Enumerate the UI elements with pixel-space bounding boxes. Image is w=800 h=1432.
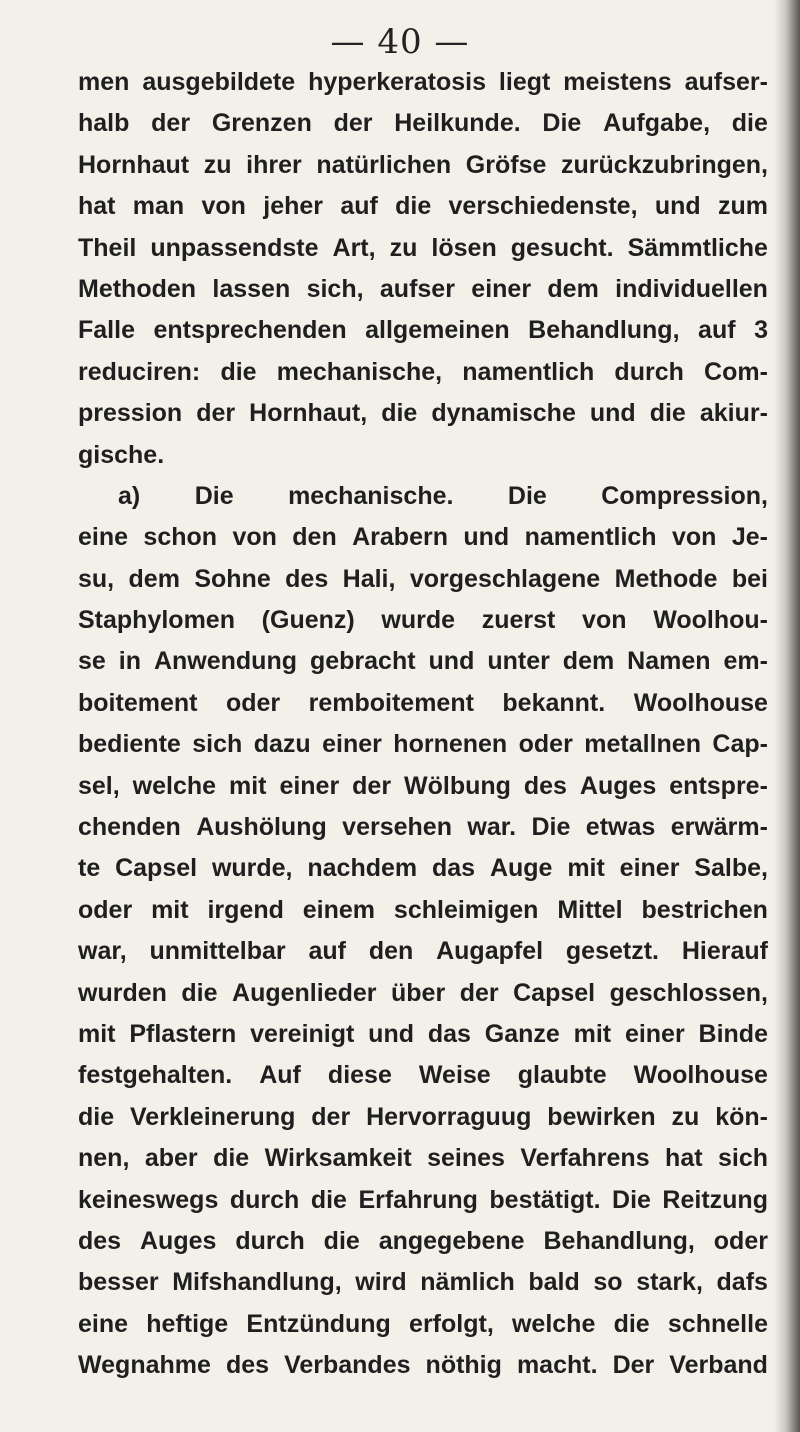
- word: verschiedenste,: [448, 192, 638, 221]
- word: nachdem: [307, 854, 418, 883]
- word: des: [78, 1226, 122, 1255]
- word: oder: [78, 895, 133, 924]
- word: die: [310, 1185, 347, 1214]
- word: boitement: [78, 688, 198, 717]
- word: vereinigt: [250, 1019, 355, 1048]
- word: schleimigen: [393, 895, 539, 924]
- word: diese: [327, 1061, 392, 1090]
- word: a): [118, 481, 141, 510]
- word: su,: [78, 564, 115, 593]
- word: wird: [355, 1268, 407, 1297]
- word: Wölbung: [404, 771, 511, 800]
- word: in: [118, 647, 141, 676]
- word: der: [333, 109, 373, 138]
- text-line: [78, 848, 768, 889]
- word: Sohne: [194, 564, 271, 593]
- word: des: [225, 1351, 270, 1380]
- text-line: [78, 559, 768, 600]
- word: Entzündung: [246, 1309, 391, 1338]
- text-line: [78, 517, 768, 558]
- word: geschlossen,: [609, 978, 768, 1007]
- text-line: [78, 641, 768, 682]
- word: aber: [144, 1144, 198, 1173]
- word: den: [368, 937, 414, 966]
- word: schnelle: [667, 1309, 768, 1338]
- word: Namen: [627, 647, 711, 676]
- word: Weise: [418, 1061, 491, 1090]
- word: Woolhouse: [633, 688, 768, 717]
- word: Auf: [259, 1061, 301, 1090]
- word: Art,: [332, 233, 376, 262]
- word: oder: [713, 1226, 768, 1255]
- text-line: [78, 1262, 768, 1303]
- word: aufser: [379, 274, 455, 303]
- word: das: [427, 1019, 471, 1048]
- word: bestätigt.: [489, 1185, 601, 1214]
- word: Hierauf: [681, 937, 768, 966]
- word: Hali,: [342, 564, 396, 593]
- word: Wegnahme: [78, 1351, 211, 1380]
- text-line: [78, 1055, 768, 1096]
- word: Je-: [731, 523, 768, 552]
- word: Die: [531, 813, 571, 842]
- word: nöthig: [425, 1351, 502, 1380]
- word: schon: [143, 523, 218, 552]
- word: man: [132, 192, 185, 221]
- word: hyperkeratosis: [308, 68, 486, 96]
- word: des: [523, 771, 567, 800]
- text-line: [78, 1304, 768, 1345]
- word: Com-: [704, 357, 768, 386]
- word: einer: [471, 274, 532, 303]
- word: die: [731, 109, 768, 138]
- word: Erfahrung: [358, 1185, 478, 1214]
- word: sich,: [306, 274, 364, 303]
- text-line: [78, 1180, 768, 1221]
- word: und: [654, 192, 701, 221]
- word: men: [78, 68, 130, 96]
- text-line: [78, 310, 768, 351]
- word: auf: [698, 316, 736, 345]
- word: halb: [78, 109, 130, 138]
- word: das: [432, 854, 476, 883]
- text-line: [78, 228, 768, 269]
- word: die: [381, 399, 418, 428]
- word: Behandlung,: [543, 1226, 695, 1255]
- word: Binde: [698, 1019, 768, 1048]
- word: heftige: [146, 1309, 229, 1338]
- word: dazu: [253, 730, 311, 759]
- word: Wirksamkeit: [264, 1144, 412, 1173]
- word: auf: [340, 192, 378, 221]
- word: jeher: [263, 192, 324, 221]
- text-line: [78, 1221, 768, 1262]
- word: sich: [717, 1144, 768, 1173]
- word: über: [391, 978, 446, 1007]
- word: mit: [567, 854, 605, 883]
- word: liegt: [498, 68, 551, 96]
- word: zum: [717, 192, 768, 221]
- word: mit: [573, 1019, 612, 1048]
- word: der: [151, 109, 191, 138]
- word: einem: [302, 895, 376, 924]
- word: dem: [547, 274, 599, 303]
- word: von: [201, 192, 246, 221]
- word: Verfahrens: [520, 1144, 650, 1173]
- word: Methode: [614, 564, 718, 593]
- word: zu: [671, 1102, 700, 1131]
- word: welche: [132, 771, 217, 800]
- word: sel,: [78, 771, 120, 800]
- word: Capsel: [513, 978, 596, 1007]
- word: einer: [279, 771, 340, 800]
- word: Heilkunde.: [394, 109, 521, 138]
- body-text: [78, 62, 768, 1387]
- word: zurückzubringen,: [561, 150, 768, 179]
- word: angegebene: [378, 1226, 525, 1255]
- word: bekannt.: [502, 688, 606, 717]
- word: Methoden: [78, 274, 197, 303]
- word: die: [181, 978, 218, 1007]
- word: durch: [614, 357, 684, 386]
- word: (Guenz): [261, 606, 355, 635]
- word: Gröfse: [465, 150, 547, 179]
- word: Hervorraguug: [366, 1102, 532, 1131]
- word: wurde,: [211, 854, 293, 883]
- word: eine: [78, 523, 129, 552]
- word: etwas: [585, 813, 656, 842]
- word: hornenen: [393, 730, 508, 759]
- word: Mifshandlung,: [172, 1268, 342, 1297]
- word: mechanische.: [288, 481, 454, 510]
- word: wurde: [381, 606, 456, 635]
- word: oder: [518, 730, 573, 759]
- word: Pflastern: [129, 1019, 237, 1048]
- word: mit: [228, 771, 267, 800]
- text-line: [78, 1014, 768, 1055]
- word: bewirken: [547, 1102, 656, 1131]
- word: und: [463, 523, 510, 552]
- word: von: [671, 523, 717, 552]
- word: natürlichen: [316, 150, 452, 179]
- word: unpassendste: [150, 233, 319, 262]
- word: eine: [78, 1309, 129, 1338]
- word: hat: [78, 192, 116, 221]
- word: und: [368, 1019, 414, 1048]
- word: Die: [507, 481, 547, 510]
- word: Hornhaut,: [249, 399, 368, 428]
- word: Hornhaut: [78, 150, 190, 179]
- word: Die: [612, 1185, 651, 1214]
- word: Aufgabe,: [603, 109, 711, 138]
- word: irgend: [207, 895, 284, 924]
- word: dem: [562, 647, 615, 676]
- word: mit: [78, 1019, 116, 1048]
- word: entspre-: [669, 771, 768, 800]
- word: war,: [78, 937, 127, 966]
- text-line: [78, 973, 768, 1014]
- word: namentlich: [462, 357, 595, 386]
- word: Woolhou-: [653, 606, 768, 635]
- word: unter: [487, 647, 550, 676]
- word: Die: [542, 109, 582, 138]
- word: Mittel: [557, 895, 623, 924]
- word: und: [589, 399, 636, 428]
- word: die: [395, 192, 432, 221]
- word: gesetzt.: [565, 937, 659, 966]
- word: Woolhouse: [633, 1061, 768, 1090]
- word: remboitement: [308, 688, 474, 717]
- text-line: [78, 62, 768, 103]
- word: nen,: [78, 1144, 130, 1173]
- word: chenden: [78, 813, 181, 842]
- word: ihrer: [246, 150, 302, 179]
- word: Staphylomen: [78, 606, 235, 635]
- text-line: [78, 145, 768, 186]
- word: gebracht: [309, 647, 416, 676]
- word: und: [428, 647, 475, 676]
- word: Augapfel: [436, 937, 544, 966]
- word: Sämmtliche: [627, 233, 768, 262]
- word: die: [78, 1102, 115, 1131]
- word: der: [352, 771, 392, 800]
- word: sich: [192, 730, 243, 759]
- word: erwärm-: [670, 813, 768, 842]
- text-line: [78, 890, 768, 931]
- word: Salbe,: [694, 854, 768, 883]
- word: dem: [128, 564, 180, 593]
- word: vorgeschlagene: [409, 564, 601, 593]
- text-line: [78, 683, 768, 724]
- word: zu: [389, 233, 418, 262]
- word: em-: [723, 647, 768, 676]
- word: Aushölung: [196, 813, 327, 842]
- word: Auges: [579, 771, 657, 800]
- text-line: [78, 1097, 768, 1138]
- word: bei: [731, 564, 768, 593]
- word: Behandlung,: [528, 316, 680, 345]
- word: bediente: [78, 730, 181, 759]
- word: versehen: [342, 813, 452, 842]
- text-line: [78, 600, 768, 641]
- word: Augenlieder: [232, 978, 377, 1007]
- section-heading-line: [78, 476, 768, 517]
- word: die: [323, 1226, 360, 1255]
- word: einer: [322, 730, 382, 759]
- word: lösen: [431, 233, 497, 262]
- word: Falle: [78, 316, 135, 345]
- word: entsprechenden: [153, 316, 347, 345]
- text-line: [78, 103, 768, 144]
- word: Verkleinerung: [130, 1102, 296, 1131]
- word: nämlich: [420, 1268, 515, 1297]
- word: Auge: [489, 854, 553, 883]
- word: oder: [225, 688, 281, 717]
- word: reduciren:: [78, 357, 201, 386]
- word: 3: [754, 316, 768, 345]
- word: war.: [467, 813, 517, 842]
- word: Arabern: [352, 523, 448, 552]
- word: Anwendung: [153, 647, 297, 676]
- word: seines: [427, 1144, 505, 1173]
- page-edge-shadow: [774, 0, 800, 1432]
- word: der: [196, 399, 236, 428]
- word: so: [593, 1268, 623, 1297]
- word: besser: [78, 1268, 159, 1297]
- word: macht.: [516, 1351, 598, 1380]
- word: mit: [151, 895, 189, 924]
- word: Verband: [669, 1351, 768, 1380]
- word: welche: [511, 1309, 596, 1338]
- word: pression: [78, 399, 183, 428]
- word: kön-: [715, 1102, 768, 1131]
- word: Der: [612, 1351, 655, 1380]
- word: die: [220, 357, 257, 386]
- word: glaubte: [517, 1061, 607, 1090]
- word: Die: [194, 481, 234, 510]
- word: te: [78, 854, 101, 883]
- word: wurden: [78, 978, 167, 1007]
- word: festgehalten.: [78, 1061, 233, 1090]
- word: Verbandes: [284, 1351, 411, 1380]
- word: die: [613, 1309, 650, 1338]
- word: dafs: [716, 1268, 768, 1297]
- word: keineswegs: [78, 1185, 219, 1214]
- word: Theil: [78, 233, 137, 262]
- word: auf: [308, 937, 346, 966]
- word: allgemeinen: [365, 316, 510, 345]
- text-line: [78, 724, 768, 765]
- word: von: [232, 523, 277, 552]
- word: unmittelbar: [149, 937, 286, 966]
- word: die: [213, 1144, 250, 1173]
- word: individuellen: [615, 274, 768, 303]
- word: von: [582, 606, 627, 635]
- word: stark,: [636, 1268, 703, 1297]
- word: gesucht.: [510, 233, 614, 262]
- text-line: [78, 807, 768, 848]
- text-line: [78, 269, 768, 310]
- text-line: gische.: [78, 440, 165, 469]
- word: durch: [229, 1185, 300, 1214]
- word: hat: [665, 1144, 703, 1173]
- text-line: [78, 1138, 768, 1179]
- word: dynamische: [431, 399, 576, 428]
- word: lassen: [212, 274, 291, 303]
- text-line: [78, 393, 768, 434]
- word: Cap-: [712, 730, 768, 759]
- word: ausgebildete: [142, 68, 296, 96]
- word: se: [78, 647, 106, 676]
- word: erfolgt,: [409, 1309, 494, 1338]
- word: bestrichen: [641, 895, 768, 924]
- word: die: [649, 399, 686, 428]
- page-number-header: — 40 —: [330, 22, 470, 62]
- word: zu: [203, 150, 232, 179]
- word: einer: [619, 854, 680, 883]
- word: einer: [624, 1019, 685, 1048]
- word: des: [285, 564, 329, 593]
- word: der: [311, 1102, 351, 1131]
- word: meistens: [563, 68, 672, 96]
- word: Grenzen: [211, 109, 312, 138]
- word: akiur-: [699, 399, 768, 428]
- word: Auges: [140, 1226, 217, 1255]
- text-line: [78, 931, 768, 972]
- word: Compression,: [601, 481, 768, 510]
- text-line: [78, 352, 768, 393]
- text-line: [78, 186, 768, 227]
- word: zuerst: [481, 606, 556, 635]
- word: Ganze: [484, 1019, 560, 1048]
- text-line: [78, 766, 768, 807]
- word: aufser-: [684, 68, 768, 96]
- word: namentlich: [524, 523, 657, 552]
- word: Capsel: [115, 854, 198, 883]
- word: Reitzung: [662, 1185, 768, 1214]
- word: mechanische,: [276, 357, 443, 386]
- word: den: [292, 523, 337, 552]
- word: der: [459, 978, 499, 1007]
- text-line: [78, 1345, 768, 1386]
- word: bald: [528, 1268, 580, 1297]
- word: metallnen: [584, 730, 701, 759]
- word: durch: [235, 1226, 305, 1255]
